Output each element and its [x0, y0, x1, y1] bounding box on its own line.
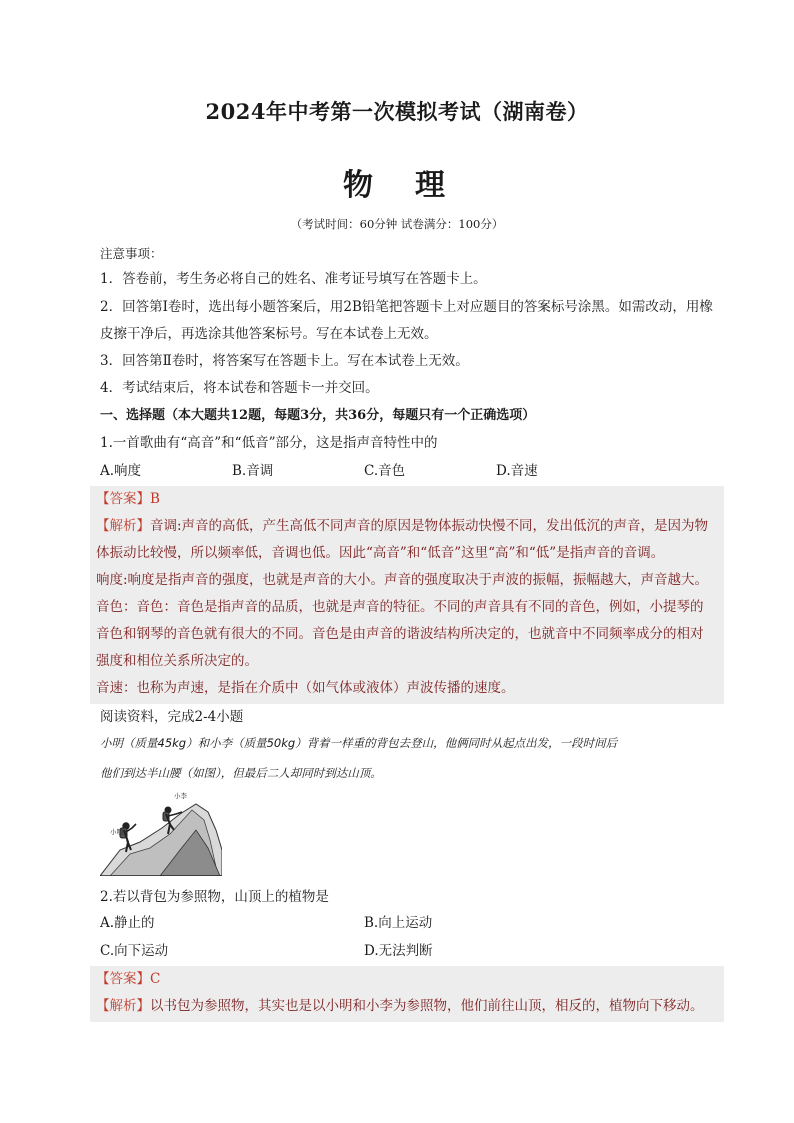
question-1-answer-block	[90, 486, 724, 704]
option-b: B.向上运动	[364, 915, 433, 931]
option-c: C.向下运动	[100, 943, 169, 959]
note-item: 4．考试结束后，将本试卷和答题卡一并交回。	[100, 380, 379, 396]
analysis-line	[96, 513, 722, 540]
notes-heading: 注意事项：	[100, 246, 163, 261]
answer-line	[96, 486, 722, 513]
mountain-climbers-figure	[100, 790, 222, 876]
exam-title: 2024年中考第一次模拟考试（湖南卷）	[205, 99, 589, 124]
note-item: 皮擦干净后，再选涂其他答案标号。写在本试卷上无效。	[100, 326, 438, 342]
answer-value: B	[150, 491, 160, 507]
analysis-line: 体振动比较慢，所以频率低，音调也低。因此“高音”和“低音”这里“高”和“低”是指声音的音调。	[96, 545, 665, 561]
option-d: D.音速	[496, 463, 538, 479]
answer-line	[96, 966, 722, 993]
subject-char-1: 物	[343, 168, 379, 203]
option-a: A.响度	[100, 463, 142, 479]
reading-intro: 阅读资料，完成2-4小题	[100, 709, 244, 725]
answer-tag: 【答案】	[96, 971, 150, 987]
analysis-text: 以书包为参照物，其实也是以小明和小李为参照物，他们前往山顶，相反的，植物向下移动。	[150, 998, 704, 1014]
label-xiaoli: 小李	[174, 792, 187, 800]
question-2-answer-block	[90, 966, 724, 1022]
reading-passage-line: 小明（质量45kg）和小李（质量50kg）背着一样重的背包去登山，他俩同时从起点出发，一段时间后	[100, 736, 618, 750]
note-item: 2．回答第Ⅰ卷时，选出每小题答案后，用2B铅笔把答题卡上对应题目的答案标号涂黑。如需改动，用橡	[100, 299, 713, 315]
option-b: B.音调	[232, 463, 274, 479]
answer-value: C	[150, 971, 161, 987]
analysis-tag: 【解析】	[96, 518, 150, 534]
option-c: C.音色	[364, 463, 406, 479]
note-item: 1．答卷前，考生务必将自己的姓名、准考证号填写在答题卡上。	[100, 271, 487, 287]
analysis-text: 音调:声音的高低，产生高低不同声音的原因是物体振动快慢不同，发出低沉的声音，是因为物	[150, 518, 709, 534]
section-heading: 一、选择题（本大题共12题，每题3分，共36分，每题只有一个正确选项）	[100, 408, 536, 423]
exam-info: （考试时间：60分钟 试卷满分：100分）	[290, 217, 504, 231]
answer-tag: 【答案】	[96, 491, 150, 507]
reading-passage-line: 他们到达半山腰（如图），但最后二人却同时到达山顶。	[100, 766, 382, 780]
analysis-line: 音速：也称为声速，是指在介质中（如气体或液体）声波传播的速度。	[96, 680, 515, 696]
analysis-line: 音色和钢琴的音色就有很大的不同。音色是由声音的谐波结构所决定的，也就音中不同频率成分的相对	[96, 626, 704, 642]
question-1-stem: 1.一首歌曲有“高音”和“低音”部分，这是指声音特性中的	[100, 435, 438, 451]
subject-title	[0, 160, 794, 204]
analysis-line: 强度和相位关系所决定的。	[96, 653, 258, 669]
question-2-stem: 2.若以背包为参照物，山顶上的植物是	[100, 889, 329, 905]
option-d: D.无法判断	[364, 943, 433, 959]
analysis-tag: 【解析】	[96, 998, 150, 1014]
note-item: 3．回答第Ⅱ卷时，将答案写在答题卡上。写在本试卷上无效。	[100, 353, 469, 369]
analysis-line: 音色：音色：音色是指声音的品质，也就是声音的特征。不同的声音具有不同的音色，例如，小提琴的	[96, 599, 704, 615]
label-xiaoming: 小明	[110, 828, 123, 836]
subject-char-2: 理	[415, 168, 451, 203]
option-a: A.静止的	[100, 915, 155, 931]
analysis-line: 响度:响度是指声音的强度，也就是声音的大小。声音的强度取决于声波的振幅，振幅越大，声音越大。	[96, 572, 709, 588]
analysis-line	[96, 993, 722, 1020]
